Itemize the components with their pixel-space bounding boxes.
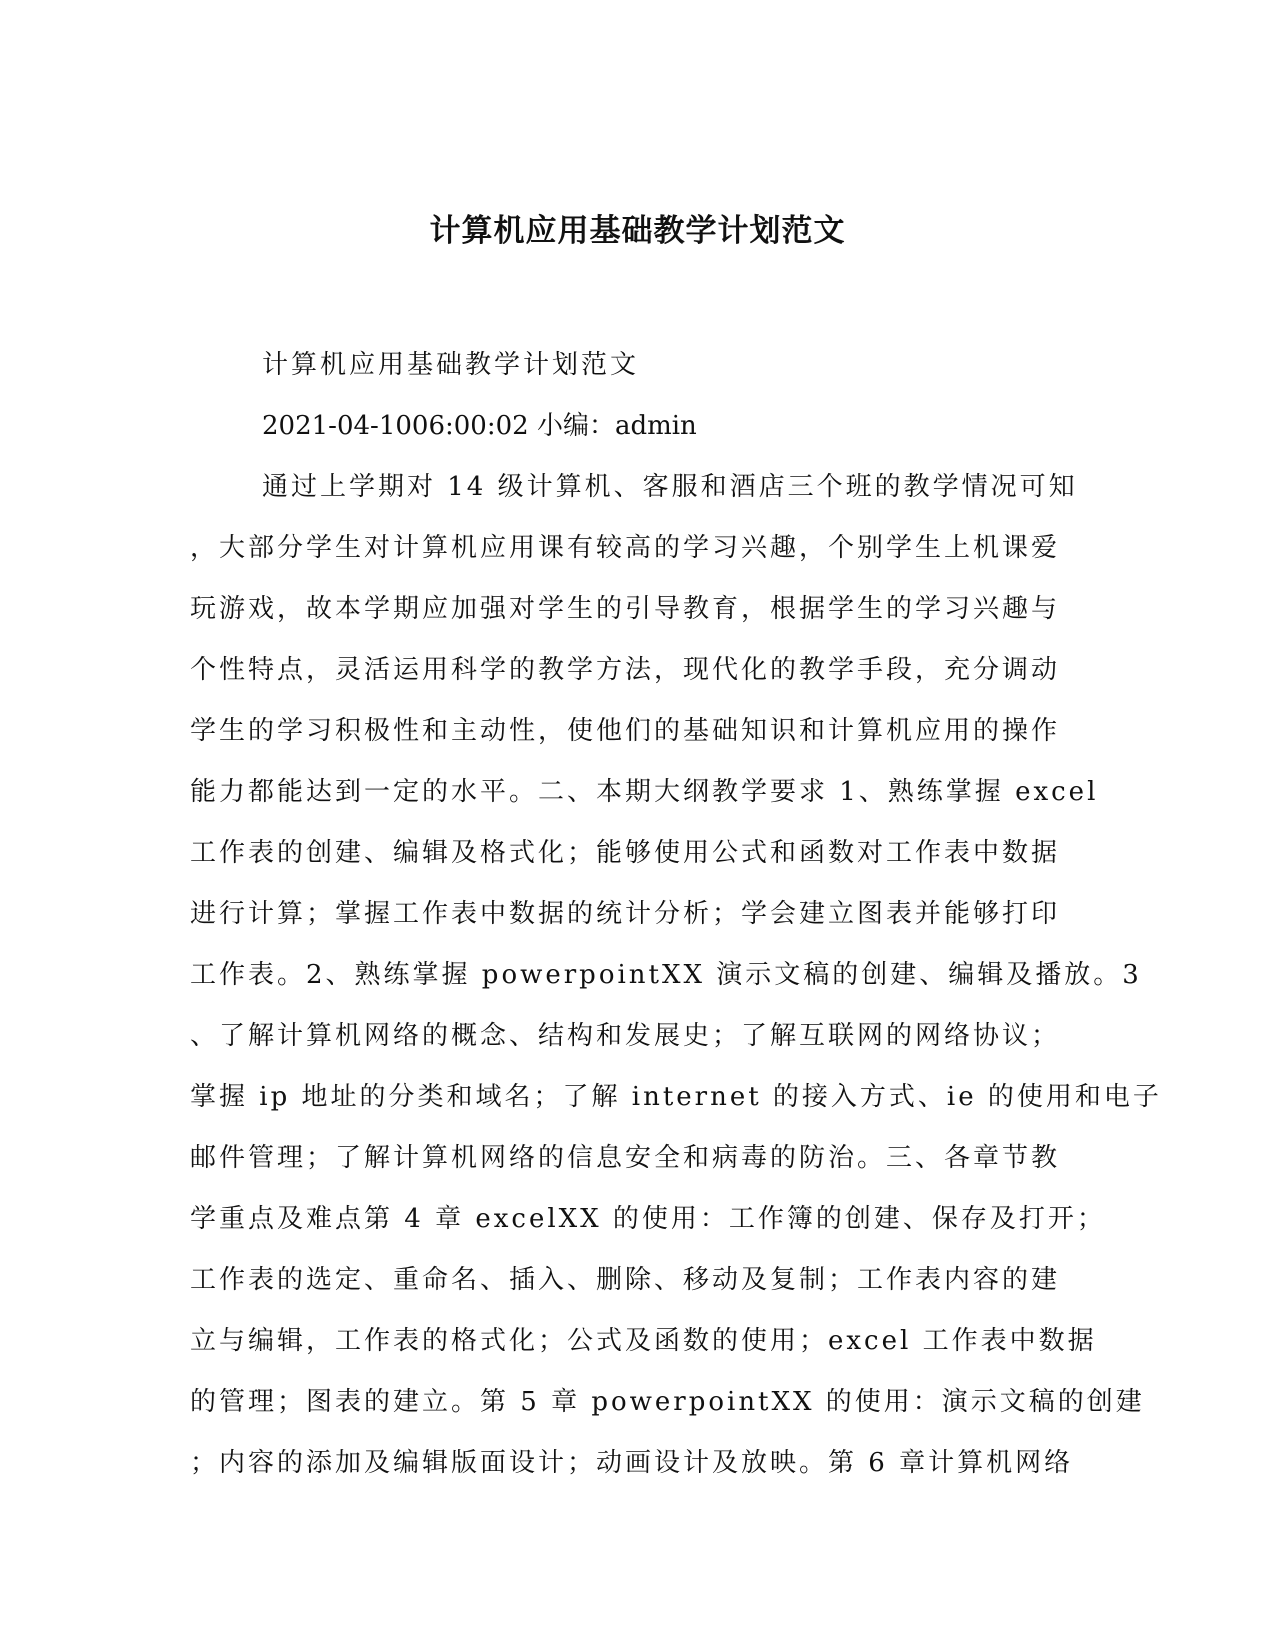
body-line: 玩游戏，故本学期应加强对学生的引导教育，根据学生的学习兴趣与 [190,594,1061,624]
document-body [190,335,1162,1494]
body-line: 掌握 ip 地址的分类和域名；了解 internet 的接入方式、ie 的使用和电子 [190,1082,1162,1112]
subtitle-line: 计算机应用基础教学计划范文 [262,350,640,380]
body-line: 学重点及难点第 4 章 excelXX 的使用：工作簿的创建、保存及打开； [190,1204,1106,1234]
body-line: 、了解计算机网络的概念、结构和发展史；了解互联网的网络协议； [190,1021,1061,1051]
meta-line: 2021-04-1006:00:02 小编：admin [262,411,697,441]
body-line: 通过上学期对 14 级计算机、客服和酒店三个班的教学情况可知 [262,472,1078,502]
body-line: 学生的学习积极性和主动性，使他们的基础知识和计算机应用的操作 [190,716,1061,746]
body-line: 立与编辑，工作表的格式化；公式及函数的使用；excel 工作表中数据 [190,1326,1097,1356]
meta-paragraph [190,396,1090,457]
body-line: 工作表的选定、重命名、插入、删除、移动及复制；工作表内容的建 [190,1265,1061,1295]
body-line: ，大部分学生对计算机应用课有较高的学习兴趣，个别学生上机课爱 [190,533,1061,563]
body-line: 个性特点，灵活运用科学的教学方法，现代化的教学手段，充分调动 [190,655,1061,685]
body-line: 能力都能达到一定的水平。二、本期大纲教学要求 1、熟练掌握 excel [190,777,1099,807]
body-line: 的管理；图表的建立。第 5 章 powerpointXX 的使用：演示文稿的创建 [190,1387,1145,1417]
document-title: 计算机应用基础教学计划范文 [429,213,846,249]
body-line: 进行计算；掌握工作表中数据的统计分析；学会建立图表并能够打印 [190,899,1061,929]
body-line: 工作表。2、熟练掌握 powerpointXX 演示文稿的创建、编辑及播放。3 [190,960,1142,990]
body-line: 邮件管理；了解计算机网络的信息安全和病毒的防治。三、各章节教 [190,1143,1061,1173]
body-line: ；内容的添加及编辑版面设计；动画设计及放映。第 6 章计算机网络 [190,1448,1074,1478]
body-line: 工作表的创建、编辑及格式化；能够使用公式和函数对工作表中数据 [190,838,1061,868]
subtitle-paragraph [190,335,1090,396]
main-paragraph [190,457,1162,1494]
